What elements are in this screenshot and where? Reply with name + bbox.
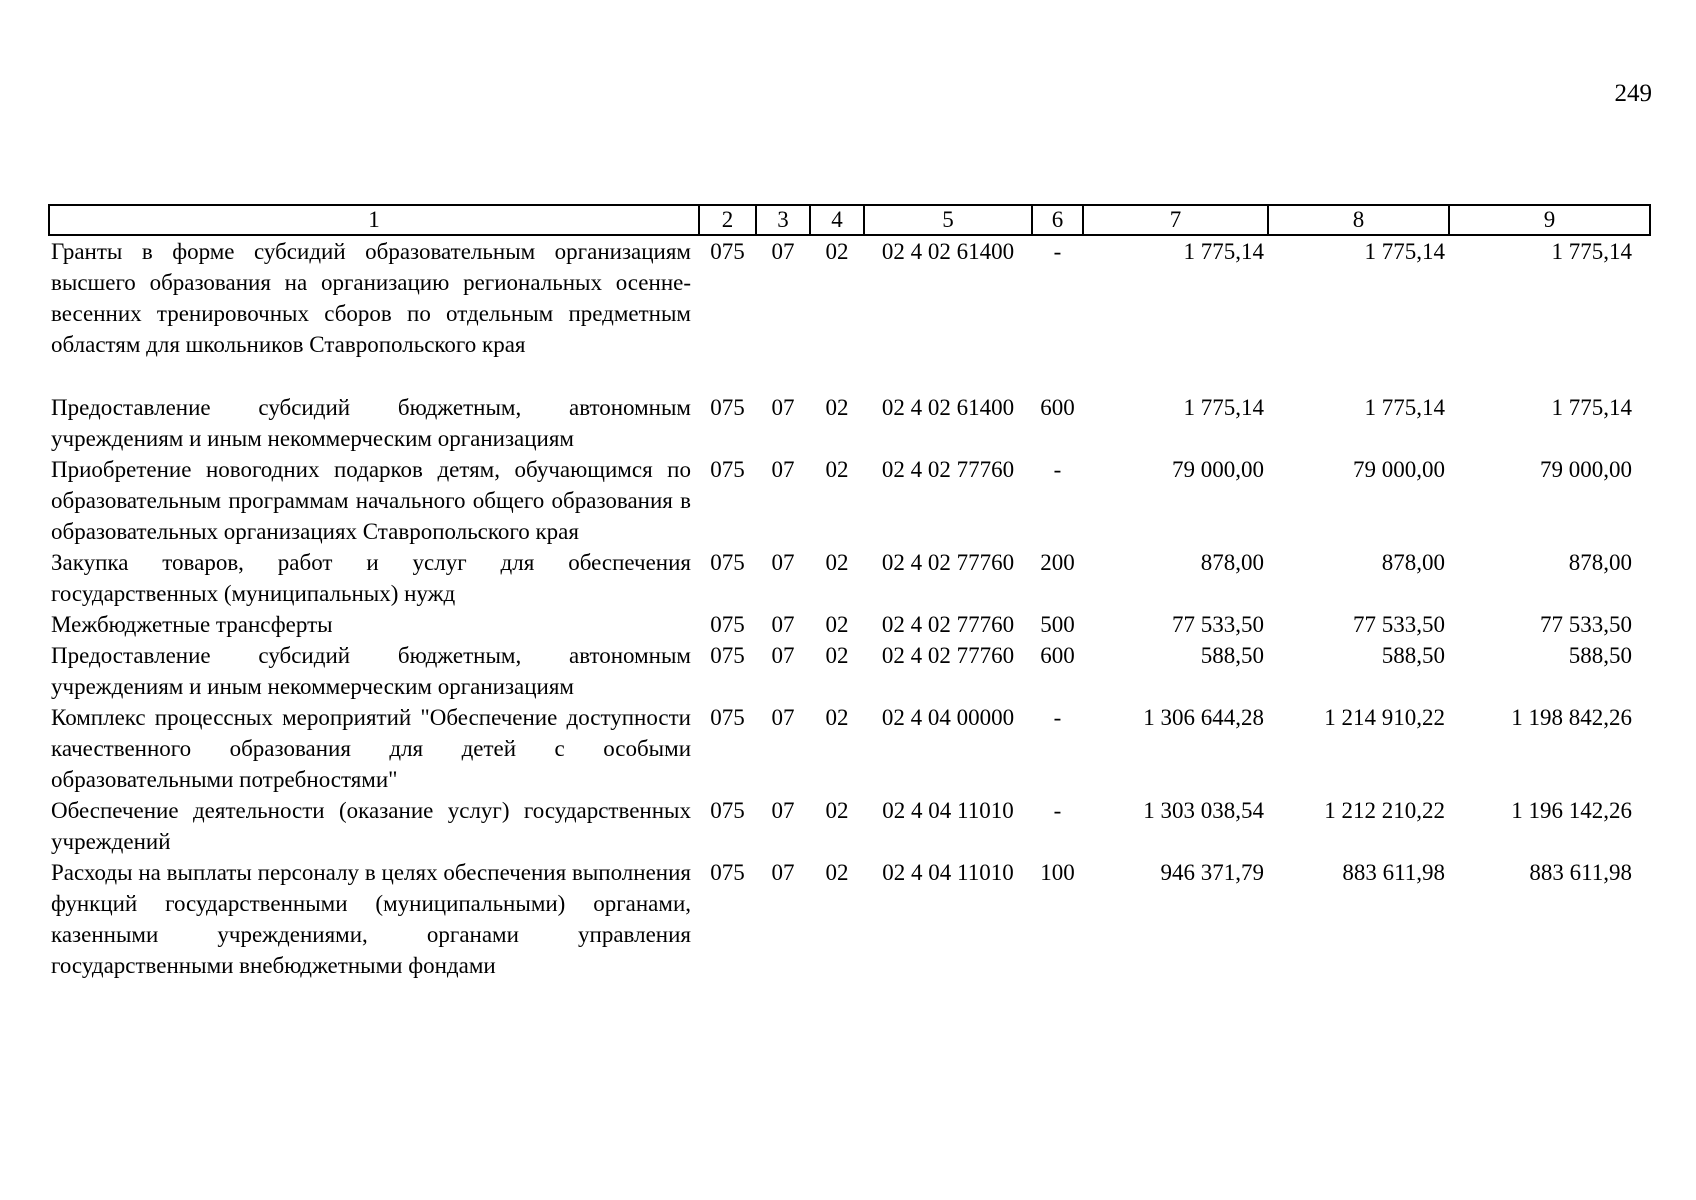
cell-amount-2: 79 000,00 (1353, 457, 1445, 482)
header-col-9: 9 (1449, 205, 1650, 235)
cell-ministry: 075 (710, 612, 745, 637)
cell-section: 07 (771, 860, 795, 885)
cell-expense-type: 600 (1040, 395, 1075, 420)
row-name: Обеспечение деятельности (оказание услуг) государственных учреждений (51, 798, 691, 854)
header-col-2: 2 (699, 205, 756, 235)
table-row (49, 609, 1650, 640)
cell-subsection: 02 (825, 860, 849, 885)
cell-subsection: 02 (825, 643, 849, 668)
row-name: Предоставление субсидий бюджетным, автономным учреждениям и иным некоммерческим организациям (51, 395, 691, 451)
cell-expense-type: 500 (1040, 612, 1075, 637)
cell-target-code: 02 4 04 00000 (881, 705, 1015, 730)
cell-ministry: 075 (710, 798, 745, 823)
table-header-row (49, 205, 1650, 235)
cell-section: 07 (771, 798, 795, 823)
cell-ministry: 075 (710, 705, 745, 730)
cell-ministry: 075 (710, 860, 745, 885)
table-row (49, 235, 1650, 392)
cell-target-code: 02 4 02 77760 (881, 643, 1015, 668)
header-col-8: 8 (1268, 205, 1449, 235)
cell-subsection: 02 (825, 239, 849, 264)
row-name: Расходы на выплаты персоналу в целях обеспечения выполнения функций государственными (муниципальными) органами, казенными учреждениями, органами управления государственными внебюджетными фондами (51, 860, 691, 978)
cell-expense-type: - (1053, 798, 1062, 823)
cell-target-code: 02 4 04 11010 (882, 798, 1014, 823)
header-col-3: 3 (756, 205, 810, 235)
cell-target-code: 02 4 02 61400 (881, 239, 1015, 264)
table-row (49, 640, 1650, 702)
cell-amount-1: 946 371,79 (1160, 860, 1264, 885)
row-name: Закупка товаров, работ и услуг для обеспечения государственных (муниципальных) нужд (51, 550, 691, 606)
cell-subsection: 02 (825, 395, 849, 420)
cell-expense-type: - (1053, 457, 1062, 482)
cell-expense-type: 600 (1040, 643, 1075, 668)
cell-target-code: 02 4 02 77760 (881, 612, 1015, 637)
cell-amount-1: 1 775,14 (1183, 239, 1264, 264)
cell-amount-2: 77 533,50 (1353, 612, 1445, 637)
cell-amount-2: 1 775,14 (1364, 395, 1445, 420)
row-name: Предоставление субсидий бюджетным, автономным учреждениям и иным некоммерческим организациям (51, 643, 691, 699)
header-col-7: 7 (1083, 205, 1268, 235)
cell-amount-3: 1 775,14 (1551, 239, 1632, 264)
cell-ministry: 075 (710, 457, 745, 482)
row-name: Межбюджетные трансферты (51, 612, 333, 637)
cell-amount-2: 878,00 (1381, 550, 1445, 575)
cell-amount-3: 1 775,14 (1551, 395, 1632, 420)
cell-amount-3: 588,50 (1568, 643, 1632, 668)
cell-amount-3: 883 611,98 (1529, 860, 1632, 885)
page-number: 249 (1614, 80, 1652, 107)
cell-amount-1: 1 303 038,54 (1143, 798, 1264, 823)
cell-section: 07 (771, 705, 795, 730)
cell-expense-type: - (1053, 705, 1062, 730)
cell-subsection: 02 (825, 612, 849, 637)
cell-subsection: 02 (825, 798, 849, 823)
cell-section: 07 (771, 395, 795, 420)
cell-ministry: 075 (710, 239, 745, 264)
cell-amount-3: 1 196 142,26 (1511, 798, 1632, 823)
cell-amount-2: 588,50 (1381, 643, 1445, 668)
header-col-6: 6 (1032, 205, 1083, 235)
cell-ministry: 075 (710, 643, 745, 668)
cell-ministry: 075 (710, 550, 745, 575)
row-name: Комплекс процессных мероприятий "Обеспечение доступности качественного образования для детей с особыми образовательными потребностями" (51, 705, 691, 792)
cell-ministry: 075 (710, 395, 745, 420)
cell-expense-type: 200 (1040, 550, 1075, 575)
cell-amount-1: 1 306 644,28 (1143, 705, 1264, 730)
cell-target-code: 02 4 02 61400 (881, 395, 1015, 420)
budget-table (48, 204, 1649, 981)
cell-section: 07 (771, 239, 795, 264)
cell-amount-2: 1 775,14 (1364, 239, 1445, 264)
cell-amount-2: 1 214 910,22 (1324, 705, 1445, 730)
table-row (49, 702, 1650, 795)
header-col-1: 1 (49, 205, 699, 235)
cell-amount-3: 878,00 (1568, 550, 1632, 575)
cell-target-code: 02 4 02 77760 (881, 550, 1015, 575)
cell-subsection: 02 (825, 457, 849, 482)
cell-amount-1: 588,50 (1200, 643, 1264, 668)
header-col-5: 5 (864, 205, 1032, 235)
header-col-4: 4 (810, 205, 864, 235)
cell-amount-2: 883 611,98 (1342, 860, 1445, 885)
cell-amount-1: 1 775,14 (1183, 395, 1264, 420)
table-row (49, 857, 1650, 981)
cell-amount-1: 77 533,50 (1172, 612, 1264, 637)
row-name: Гранты в форме субсидий образовательным организациям высшего образования на организацию региональных осенне-весенних тренировочных сборов по отдельным предметным областям для школьников Ставропольского края (51, 239, 691, 357)
cell-amount-3: 79 000,00 (1540, 457, 1632, 482)
row-name: Приобретение новогодних подарков детям, обучающимся по образовательным программам начального общего образования в образовательных организациях Ставропольского края (51, 457, 691, 544)
cell-amount-1: 878,00 (1200, 550, 1264, 575)
cell-section: 07 (771, 612, 795, 637)
cell-target-code: 02 4 04 11010 (882, 860, 1014, 885)
table-row (49, 547, 1650, 609)
cell-target-code: 02 4 02 77760 (881, 457, 1015, 482)
cell-section: 07 (771, 457, 795, 482)
table-row (49, 392, 1650, 454)
cell-expense-type: 100 (1040, 860, 1075, 885)
cell-section: 07 (771, 643, 795, 668)
table-row (49, 795, 1650, 857)
cell-section: 07 (771, 550, 795, 575)
cell-subsection: 02 (825, 550, 849, 575)
table-row (49, 454, 1650, 547)
cell-subsection: 02 (825, 705, 849, 730)
cell-expense-type: - (1053, 239, 1062, 264)
cell-amount-2: 1 212 210,22 (1324, 798, 1445, 823)
cell-amount-1: 79 000,00 (1172, 457, 1264, 482)
cell-amount-3: 1 198 842,26 (1511, 705, 1632, 730)
cell-amount-3: 77 533,50 (1540, 612, 1632, 637)
